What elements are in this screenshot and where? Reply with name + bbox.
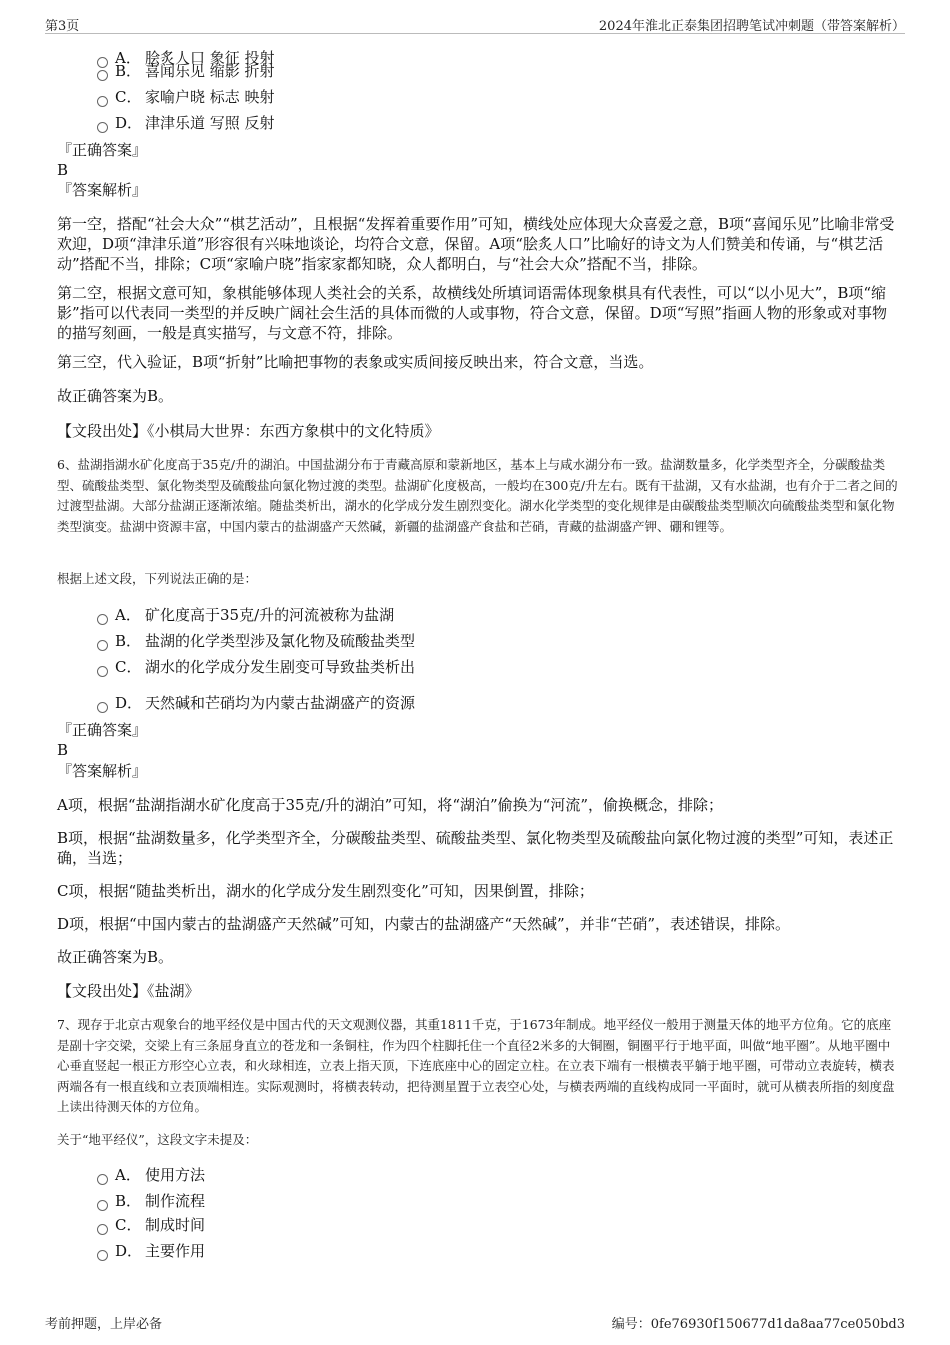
q6-question: 根据上述文段，下列说法正确的是： bbox=[57, 571, 258, 586]
q7-question: 关于“地平经仪”，这段文字未提及： bbox=[57, 1132, 258, 1147]
q6-source: 【文段出处】《盐湖》 bbox=[57, 982, 200, 1000]
q5-analysis-label: 『答案解析』 bbox=[57, 181, 148, 199]
q6-analysis-c: C项，根据“随盐类析出，湖水的化学成分发生剧烈变化”可知，因果倒置，排除； bbox=[57, 882, 594, 900]
radio-icon[interactable] bbox=[97, 1200, 108, 1211]
q5-answer-label: 『正确答案』 bbox=[57, 141, 148, 159]
q6-analysis-d: D项，根据“中国内蒙古的盐湖盛产天然碱”可知，内蒙古的盐湖盛产“天然碱”，并非“芒硝”，表述错误，排除。 bbox=[57, 915, 791, 933]
radio-icon[interactable] bbox=[97, 96, 108, 107]
q5-analysis-3: 第三空，代入验证，B项“折射”比喻把事物的表象或实质间接反映出来，符合文意，当选。 bbox=[57, 353, 654, 371]
q5-option-d[interactable]: D． 津津乐道 写照 反射 bbox=[97, 114, 275, 132]
q5-option-a[interactable]: A． 脍炙人口 象征 投射 bbox=[97, 49, 275, 67]
radio-icon[interactable] bbox=[97, 614, 108, 625]
radio-icon[interactable] bbox=[97, 666, 108, 677]
radio-icon[interactable] bbox=[97, 1224, 108, 1235]
q7-option-d[interactable]: D． 主要作用 bbox=[97, 1242, 205, 1260]
q6-option-c[interactable]: C． 湖水的化学成分发生剧变可导致盐类析出 bbox=[97, 658, 415, 676]
q7-option-b[interactable]: B． 制作流程 bbox=[97, 1192, 205, 1210]
q5-source: 【文段出处】《小棋局大世界：东西方象棋中的文化特质》 bbox=[57, 422, 440, 440]
page-header bbox=[45, 13, 905, 34]
q5-option-b[interactable]: B． 喜闻乐见 缩影 折射 bbox=[97, 62, 275, 80]
q6-analysis-label: 『答案解析』 bbox=[57, 762, 148, 780]
q6-option-a[interactable]: A． 矿化度高于35克/升的河流被称为盐湖 bbox=[97, 606, 394, 624]
q6-analysis-conclusion: 故正确答案为B。 bbox=[57, 948, 174, 966]
radio-icon[interactable] bbox=[97, 640, 108, 651]
document-title: 2024年淮北正泰集团招聘笔试冲刺题（带答案解析） bbox=[598, 19, 905, 34]
q6-option-d[interactable]: D． 天然碱和芒硝均为内蒙古盐湖盛产的资源 bbox=[97, 694, 415, 712]
q5-analysis-1: 第一空，搭配“社会大众”“棋艺活动”，且根据“发挥着重要作用”可知，横线处应体现大众喜爱之意，B项“喜闻乐见”比喻非常受欢迎，D项“津津乐道”形容很有兴味地谈论，均符合文意，保留。A项“脍炙人口”比喻好的诗文为人们赞美和传诵，与“棋艺活动”搭配不当，排除；C项“家喻户晓”指家家都知晓，众人都明白，与“社会大众”搭配不当，排除。 bbox=[57, 215, 895, 273]
page-number: 第3页 bbox=[45, 19, 80, 34]
radio-icon[interactable] bbox=[97, 1174, 108, 1185]
q6-answer: B bbox=[57, 741, 69, 759]
radio-icon[interactable] bbox=[97, 1250, 108, 1261]
q7-passage: 7、现存于北京古观象台的地平经仪是中国古代的天文观测仪器，其重1811千克，于1673年制成。地平经仪一般用于测量天体的地平方位角。它的底座是副十字交梁，交梁上有三条屈身直立的苍龙和一条铜柱，作为四个柱脚托住一个直径2米多的大铜圈，铜圈平行于地平面，叫做“地平圈”。从地平圈中心垂直竖起一根正方形空心立表，和火球相连，立表上指天顶，下连底座中心的固定立柱。在立表下端有一根横表平躺于地平圈，可带动立表旋转，横表两端各有一根直线和立表顶端相连。实际观测时，将横表转动，把待测星置于立表空心处，与横表两端的直线构成同一平面时，就可从横表所指的刻度盘上读出待测天体的方位角。 bbox=[57, 1017, 895, 1114]
q5-option-c[interactable]: C． 家喻户晓 标志 映射 bbox=[97, 88, 275, 106]
radio-icon[interactable] bbox=[97, 702, 108, 713]
q5-answer: B bbox=[57, 161, 69, 179]
q6-answer-label: 『正确答案』 bbox=[57, 721, 148, 739]
q6-option-b[interactable]: B． 盐湖的化学类型涉及氯化物及硫酸盐类型 bbox=[97, 632, 415, 650]
q6-analysis-b: B项，根据“盐湖数量多，化学类型齐全，分碳酸盐类型、硫酸盐类型、氯化物类型及硫酸盐向氯化物过渡的类型”可知，表述正确，当选； bbox=[57, 829, 894, 867]
q5-analysis-4: 故正确答案为B。 bbox=[57, 387, 174, 405]
q7-option-a[interactable]: A． 使用方法 bbox=[97, 1166, 205, 1184]
radio-icon[interactable] bbox=[97, 70, 108, 81]
document-id: 编号：0fe76930f150677d1da8aa77ce050bd3 bbox=[611, 1317, 905, 1332]
footer-slogan: 考前押题，上岸必备 bbox=[45, 1317, 163, 1332]
q5-analysis-2: 第二空，根据文意可知，象棋能够体现人类社会的关系，故横线处所填词语需体现象棋具有代表性，可以“以小见大”，B项“缩影”指可以代表同一类型的并反映广阔社会生活的具体而微的人或事物，符合文意，保留。D项“写照”指画人物的形象或对事物的描写刻画，一般是真实描写，与文意不符，排除。 bbox=[57, 284, 888, 342]
q6-analysis-a: A项，根据“盐湖指湖水矿化度高于35克/升的湖泊”可知，将“湖泊”偷换为“河流”，偷换概念，排除； bbox=[57, 796, 723, 814]
radio-icon[interactable] bbox=[97, 122, 108, 133]
q6-passage: 6、盐湖指湖水矿化度高于35克/升的湖泊。中国盐湖分布于青藏高原和蒙新地区，基本上与咸水湖分布一致。盐湖数量多，化学类型齐全，分碳酸盐类型、硫酸盐类型、氯化物类型及硫酸盐向氯化物过渡的类型。盐湖矿化度极高，一般均在300克/升左右。既有干盐湖，又有水盐湖，也有介于二者之间的过渡型盐湖。大部分盐湖正逐渐浓缩。随盐类析出，湖水的化学成分发生剧烈变化。湖水化学类型的变化规律是由碳酸盐类型顺次向硫酸盐类型和氯化物类型演变。盐湖中资源丰富，中国内蒙古的盐湖盛产天然碱，新疆的盐湖盛产食盐和芒硝，青藏的盐湖盛产钾、硼和锂等。 bbox=[57, 457, 898, 534]
q7-option-c[interactable]: C． 制成时间 bbox=[97, 1216, 205, 1234]
